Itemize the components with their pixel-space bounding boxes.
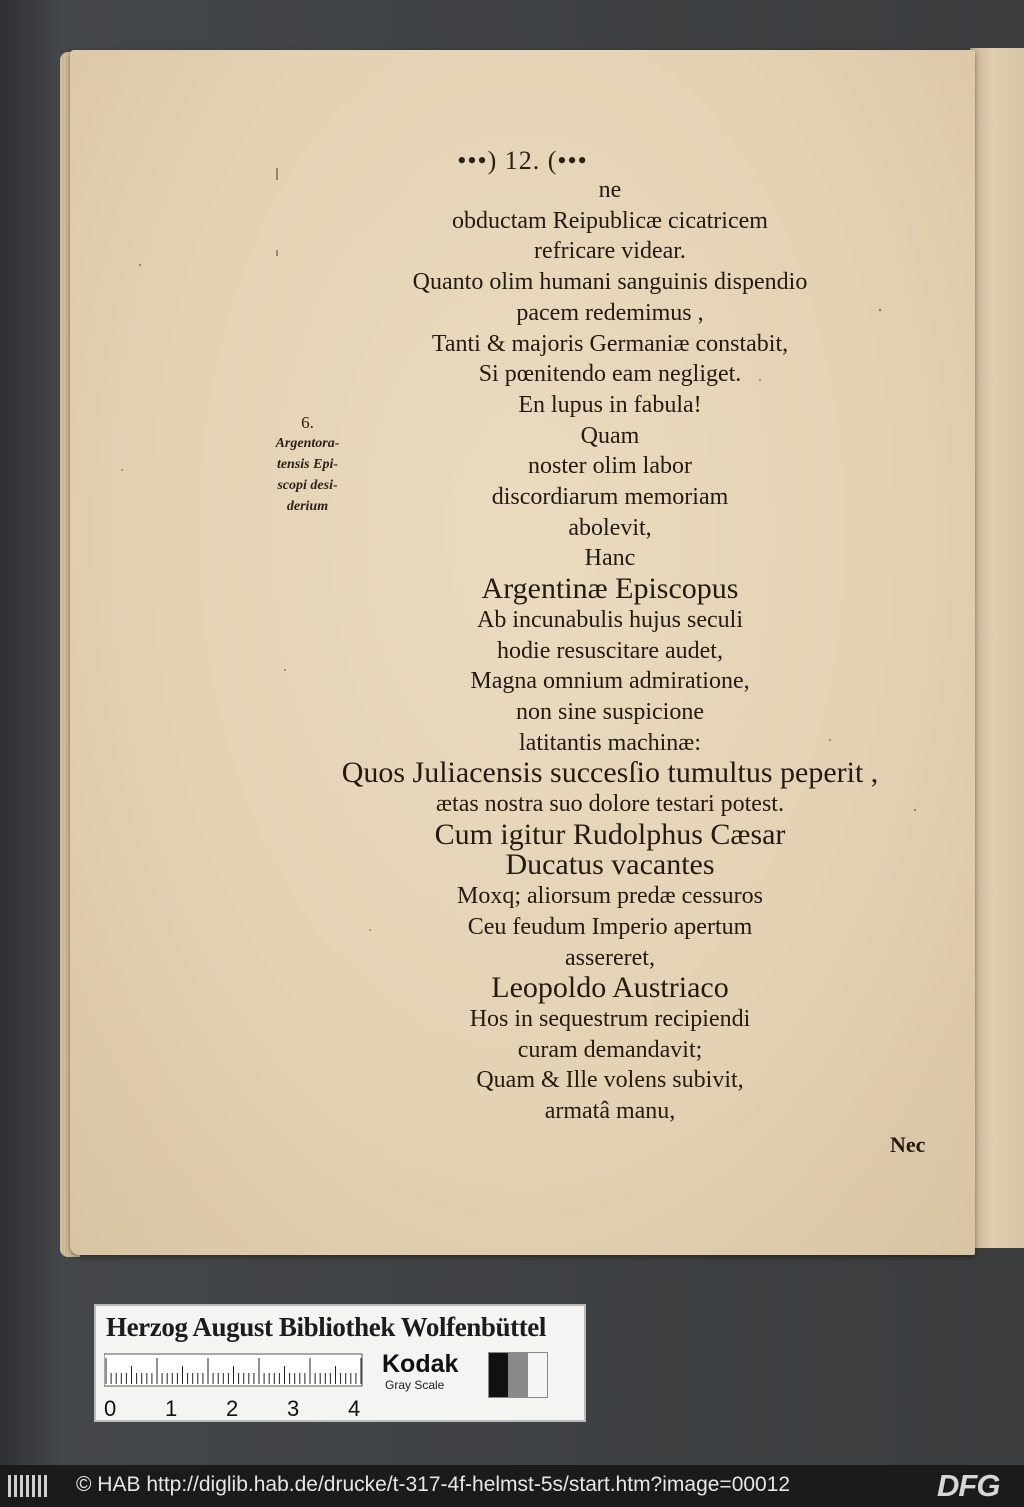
- text-line: non sine suspicione: [516, 698, 704, 725]
- text-line: refricare videar.: [534, 238, 686, 265]
- text-line: Tanti & majoris Germaniæ constabit,: [431, 330, 789, 357]
- text-line: obductam Reipublicæ cicatricem: [452, 207, 768, 234]
- margin-note-line: Argentora-: [275, 436, 340, 451]
- text-line: ætas nostra suo dolore testari potest.: [436, 791, 784, 818]
- margin-note-line: scopi desi-: [277, 478, 338, 493]
- gray-patch: [508, 1353, 527, 1397]
- text-line: Leopoldo Austriaco: [491, 971, 729, 1005]
- text-line: hodie resuscitare audet,: [497, 637, 723, 664]
- kodak-brand: Kodak: [382, 1350, 459, 1378]
- margin-note-line: derium: [286, 499, 329, 514]
- text-line: Magna omnium admiratione,: [470, 668, 750, 695]
- ruler-scale: [104, 1350, 366, 1422]
- margin-note-number: 6.: [301, 413, 314, 432]
- hab-logo-icon: [6, 1472, 50, 1500]
- text-line: noster olim labor: [528, 453, 692, 480]
- dfg-logo: DFG: [937, 1468, 1000, 1503]
- text-line: armatâ manu,: [544, 1098, 676, 1125]
- text-line: discordiarum memoriam: [491, 484, 729, 511]
- text-line: latitantis machinæ:: [519, 729, 701, 756]
- text-line: Cum igitur Rudolphus Cæsar: [434, 817, 786, 851]
- text-line: Ducatus vacantes: [505, 848, 715, 882]
- text-line: Argentinæ Episcopus: [481, 572, 739, 606]
- text-line: Si pœnitendo eam negliget.: [478, 361, 742, 388]
- footer-url-text: © HAB http://diglib.hab.de/drucke/t-317-4f-helmst-5s/start.htm?image=00012: [76, 1473, 791, 1496]
- text-line: abolevit,: [568, 514, 652, 541]
- book-page: [70, 50, 975, 1255]
- gray-scale-label: Gray Scale: [385, 1378, 445, 1392]
- gray-patch: [528, 1353, 547, 1397]
- text-line: Ab incunabulis hujus seculi: [477, 606, 743, 633]
- text-line: Quam & Ille volens subivit,: [476, 1067, 744, 1094]
- ruler-number: 4: [348, 1396, 361, 1421]
- text-line: Quos Juliacensis succesſio tumultus peperit ,: [341, 756, 879, 790]
- text-line: Hanc: [584, 545, 636, 572]
- ruler-number: 3: [287, 1396, 300, 1421]
- text-line: Moxq; aliorsum predæ cessuros: [457, 883, 763, 910]
- library-title: Herzog August Bibliothek Wolfenbüttel: [106, 1312, 546, 1342]
- main-text-block: [320, 175, 900, 1127]
- text-line: ne: [598, 177, 622, 203]
- text-line: assereret,: [565, 944, 655, 971]
- text-line: Hos in sequestrum recipiendi: [469, 1005, 751, 1032]
- text-line: Quam: [580, 422, 640, 449]
- catchword: Nec: [890, 1132, 926, 1157]
- next-page-edge: [970, 48, 1024, 1248]
- ruler-number: 1: [165, 1396, 178, 1421]
- library-label-card: [94, 1304, 586, 1422]
- text-line: Quanto olim humani sanguinis dispendio: [412, 269, 808, 296]
- text-line: pacem redemimus ,: [516, 299, 704, 326]
- margin-note-line: tensis Epi-: [276, 457, 339, 472]
- text-line: En lupus in fabula!: [518, 391, 702, 418]
- margin-note: [255, 412, 360, 517]
- gray-patch: [489, 1353, 508, 1397]
- text-line: curam demandavit;: [517, 1036, 703, 1063]
- text-line: Ceu feudum Imperio apertum: [467, 913, 753, 940]
- ruler-number: 0: [104, 1396, 117, 1421]
- footer-bar: [0, 1465, 1024, 1507]
- page-header: •••) 12. (•••: [457, 146, 588, 175]
- gray-patches: [488, 1352, 548, 1398]
- ruler-number: 2: [226, 1396, 239, 1421]
